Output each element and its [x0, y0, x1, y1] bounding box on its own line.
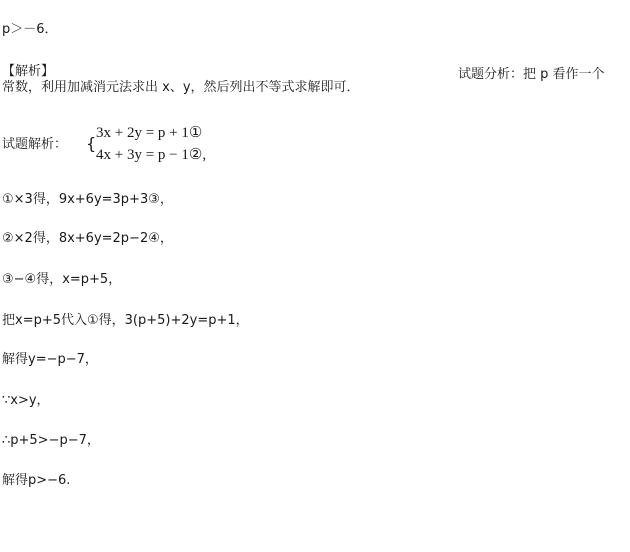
step-8: 解得p>−6.	[2, 473, 71, 488]
step-5: 解得y=−p−7，	[2, 352, 98, 367]
analysis-text: 常数，利用加减消元法求出 x、y，然后列出不等式求解即可．	[2, 80, 360, 95]
analysis-header: 【解析】	[2, 64, 55, 79]
solution-label: 试题解析：	[2, 137, 68, 152]
answer-line: p＞－6．	[2, 22, 58, 37]
step-4: 把x=p+5代入①得，3(p+5)+2y=p+1，	[2, 313, 249, 328]
step-1: ①×3得，9x+6y=3p+3③，	[2, 192, 173, 207]
step-6: ∵x>y，	[2, 393, 50, 408]
step-3: ③−④得，x=p+5，	[2, 272, 122, 287]
equation-2: 4x + 3y = p − 1②,	[96, 147, 207, 163]
step-7: ∴p+5>−p−7，	[2, 433, 100, 448]
analysis-intro: 试题分析：把 p 看作一个	[458, 67, 605, 82]
brace-icon: {	[86, 134, 97, 153]
equation-1: 3x + 2y = p + 1①	[96, 125, 203, 141]
step-2: ②×2得，8x+6y=2p−2④，	[2, 231, 173, 246]
